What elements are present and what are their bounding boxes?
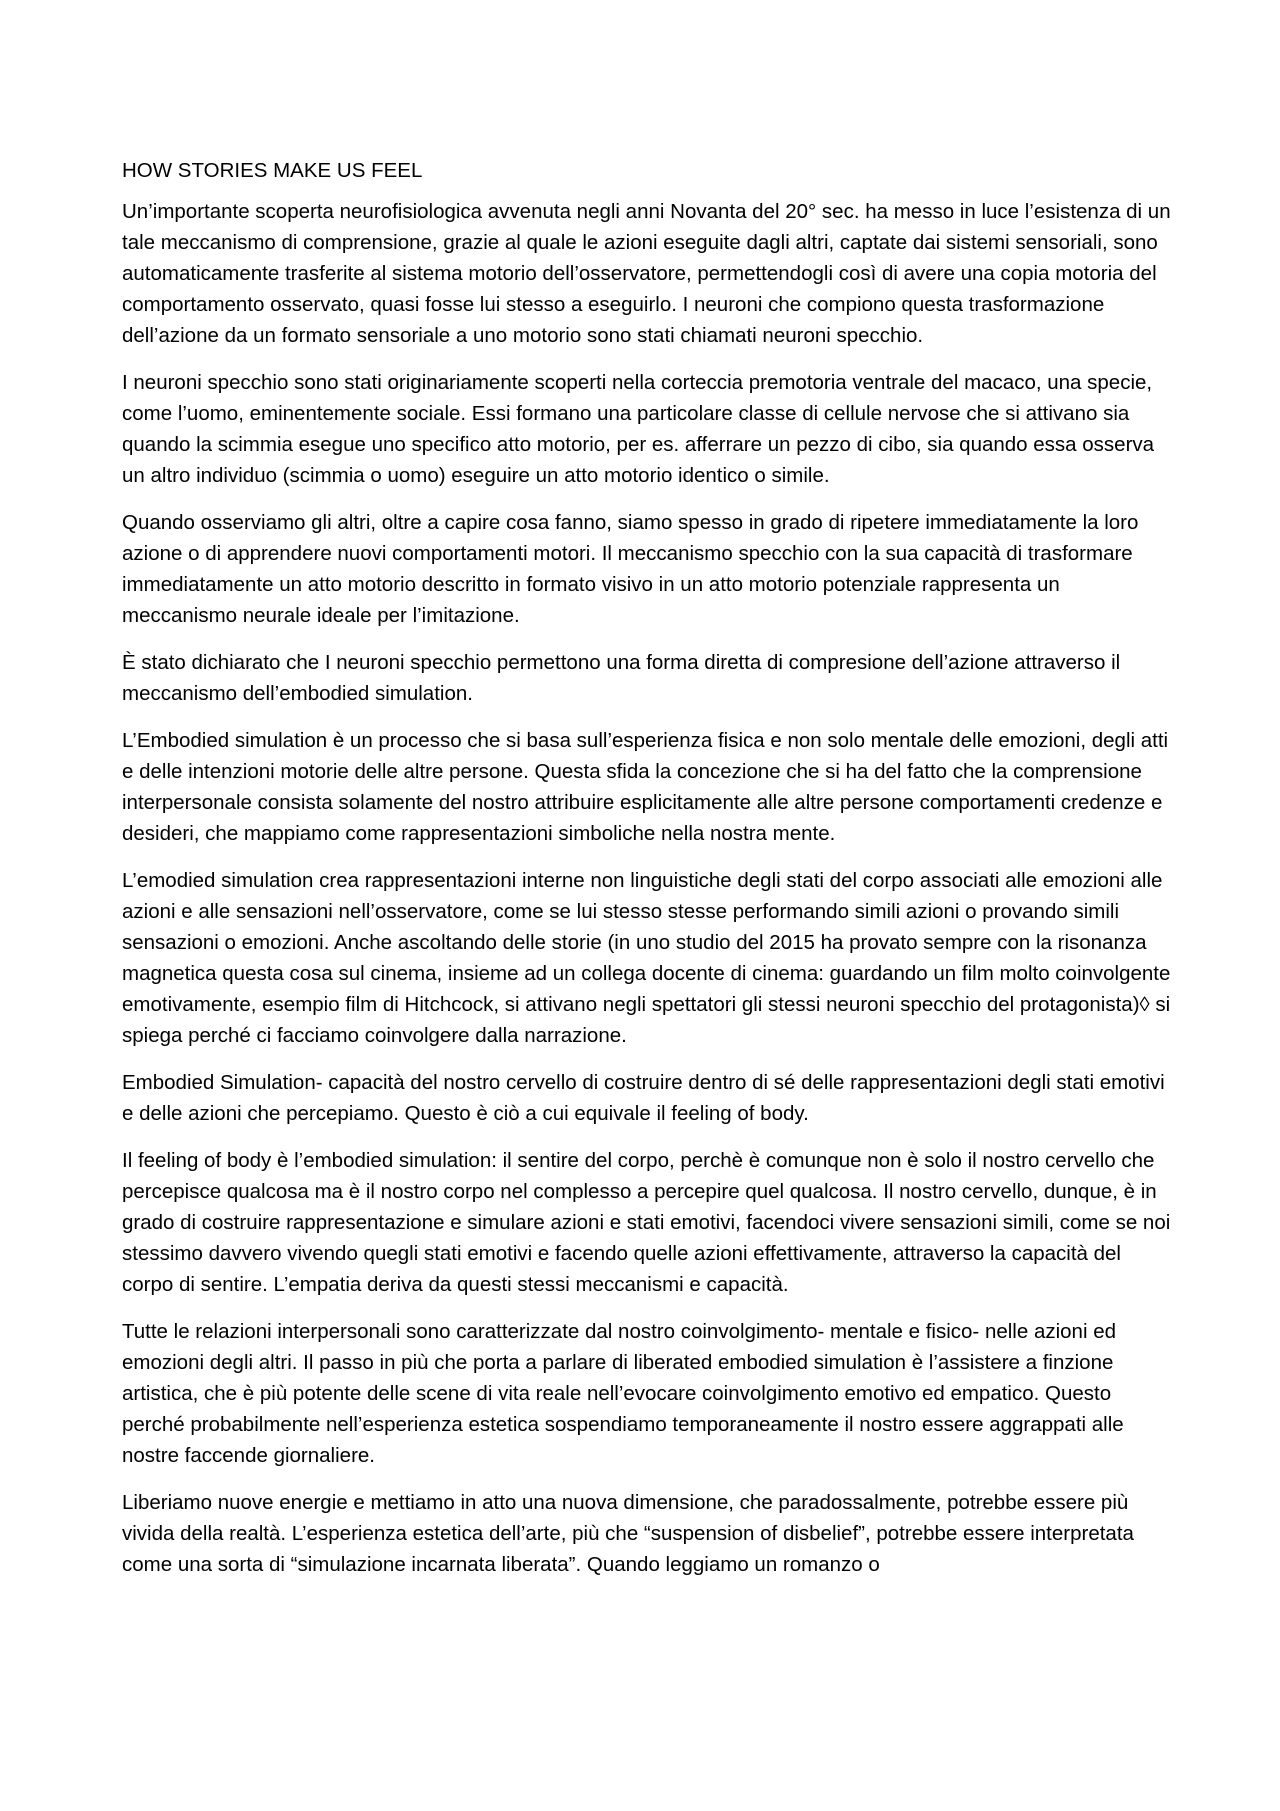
paragraph: Tutte le relazioni interpersonali sono caratterizzate dal nostro coinvolgimento- mentale e fisico- nelle azioni ed emozioni degli altri. Il passo in più che porta a parlare di liberated embodied simulation è l’assistere a finzione artistica, che è più potente delle scene di vita reale nell’evocare coinvolgimento emotivo ed empatico. Questo perché probabilmente nell’esperienza estetica sospendiamo temporaneamente il nostro essere aggrappati alle nostre faccende giornaliere. [122, 1320, 1124, 1467]
paragraph: Un’importante scoperta neurofisiologica avvenuta negli anni Novanta del 20° sec. ha messo in luce l’esistenza di un tale meccanismo di comprensione, grazie al quale le azioni eseguite dagli altri, captate dai sistemi sensoriali, sono automaticamente trasferite al sistema motorio dell’osservatore, permettendogli così di avere una copia motoria del comportamento osservato, quasi fosse lui stesso a eseguirlo. I neuroni che compiono questa trasformazione dell’azione da un formato sensoriale a uno motorio sono stati chiamati neuroni specchio. [122, 200, 1171, 347]
paragraph: È stato dichiarato che I neuroni specchio permettono una forma diretta di compresione dell’azione attraverso il meccanismo dell’embodied simulation. [122, 651, 1121, 705]
paragraph: L’emodied simulation crea rappresentazioni interne non linguistiche degli stati del corpo associati alle emozioni alle azioni e alle sensazioni nell’osservatore, come se lui stesso stesse performando simili azioni o provando simili sensazioni o emozioni. Anche ascoltando delle storie (in uno studio del 2015 ha provato sempre con la risonanza magnetica questa cosa sul cinema, insieme ad un collega docente di cinema: guardando un film molto coinvolgente emotivamente, esempio film di Hitchcock, si attivano negli spettatori gli stessi neuroni specchio del protagonista)◊ si spiega perché ci facciamo coinvolgere dalla narrazione. [122, 869, 1171, 1047]
document-body [122, 155, 1172, 1596]
paragraph: I neuroni specchio sono stati originariamente scoperti nella corteccia premotoria ventrale del macaco, una specie, come l’uomo, eminentemente sociale. Essi formano una particolare classe di cellule nervose che si attivano sia quando la scimmia esegue uno specifico atto motorio, per es. afferrare un pezzo di cibo, sia quando essa osserva un altro individuo (scimmia o uomo) eseguire un atto motorio identico o simile. [122, 371, 1155, 487]
paragraph: Il feeling of body è l’embodied simulation: il sentire del corpo, perchè è comunque non è solo il nostro cervello che percepisce qualcosa ma è il nostro corpo nel complesso a percepire quel qualcosa. Il nostro cervello, dunque, è in grado di costruire rappresentazione e simulare azioni e stati emotivi, facendoci vivere sensazioni simili, come se noi stessimo davvero vivendo quegli stati emotivi e facendo quelle azioni effettivamente, attraverso la capacità del corpo di sentire. L’empatia deriva da questi stessi meccanismi e capacità. [122, 1149, 1171, 1296]
document-title: HOW STORIES MAKE US FEEL [122, 159, 423, 182]
paragraph: Embodied Simulation- capacità del nostro cervello di costruire dentro di sé delle rappresentazioni degli stati emotivi e delle azioni che percepiamo. Questo è ciò a cui equivale il feeling of body. [122, 1071, 1165, 1125]
paragraph: Quando osserviamo gli altri, oltre a capire cosa fanno, siamo spesso in grado di ripetere immediatamente la loro azione o di apprendere nuovi comportamenti motori. Il meccanismo specchio con la sua capacità di trasformare immediatamente un atto motorio descritto in formato visivo in un atto motorio potenziale rappresenta un meccanismo neurale ideale per l’imitazione. [122, 511, 1139, 627]
paragraph: Liberiamo nuove energie e mettiamo in atto una nuova dimensione, che paradossalmente, potrebbe essere più vivida della realtà. L’esperienza estetica dell’arte, più che “suspension of disbelief”, potrebbe essere interpretata come una sorta di “simulazione incarnata liberata”. Quando leggiamo un romanzo o [122, 1491, 1134, 1576]
paragraph: L’Embodied simulation è un processo che si basa sull’esperienza fisica e non solo mentale delle emozioni, degli atti e delle intenzioni motorie delle altre persone. Questa sfida la concezione che si ha del fatto che la comprensione interpersonale consista solamente del nostro attribuire esplicitamente alle altre persone comportamenti credenze e desideri, che mappiamo come rappresentazioni simboliche nella nostra mente. [122, 729, 1169, 845]
